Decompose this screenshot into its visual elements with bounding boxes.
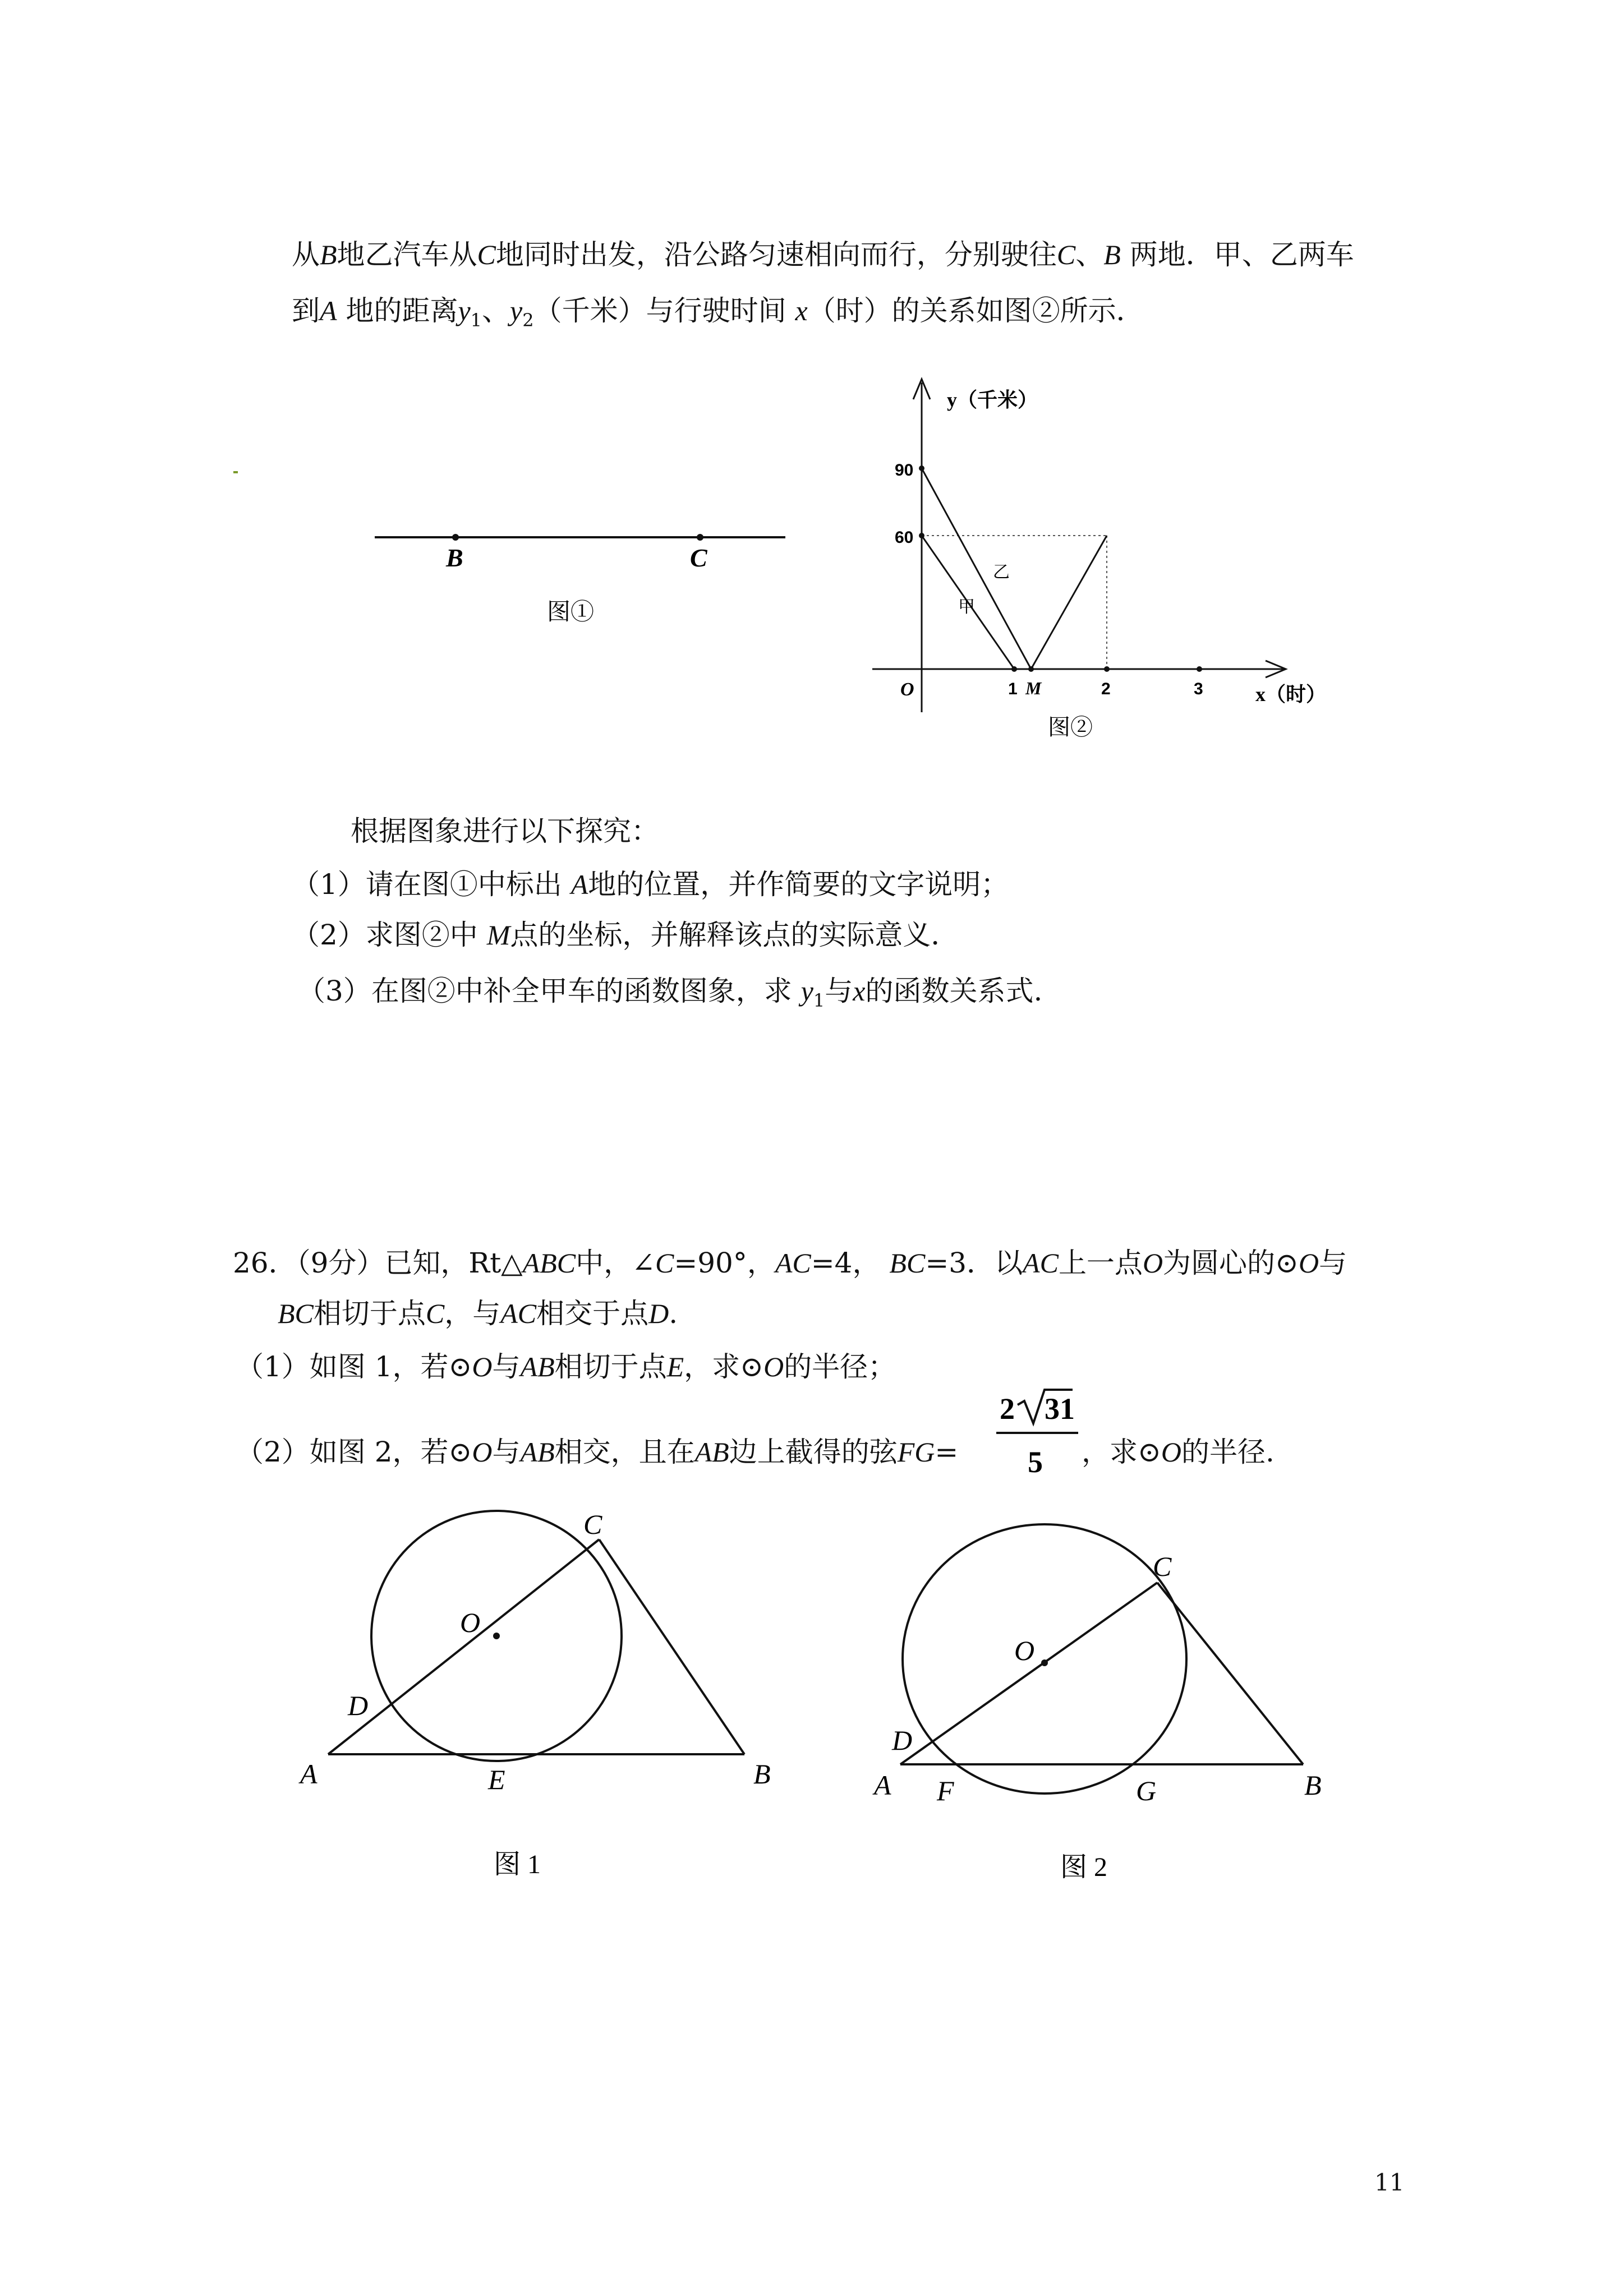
label-b-2: B (1304, 1769, 1322, 1801)
p26-q1: （1）如图 1，若⊙O与AB相切于点E，求⊙O的半径； (236, 1350, 896, 1383)
label-c-2: C (1153, 1551, 1172, 1582)
series-yi-label: 乙 (993, 563, 1010, 582)
label-o: O (460, 1607, 481, 1638)
ytick-90: 90 (895, 461, 914, 480)
label-d-2: D (892, 1725, 913, 1756)
p25-q3: （3）在图②中补全甲车的函数图象，求 $y_1$与x的函数关系式. (297, 975, 1043, 1011)
xtick-3: 3 (1194, 680, 1203, 698)
p25-q2: （2）求图②中 M点的坐标，并解释该点的实际意义． (292, 919, 959, 951)
label-a-2: A (874, 1769, 891, 1801)
p26-line1: 26．（9分）已知，Rt△ABC中，∠C=90°，AC=4， BC=3．以AC上一点O为圆心的⊙O与 (233, 1247, 1347, 1279)
point-b-label: B (446, 543, 463, 572)
fraction-coef: 2 (1000, 1392, 1015, 1426)
figure-1-caption: 图① (547, 600, 595, 625)
x-axis-label: x（时） (1255, 683, 1327, 706)
figure-p26-1-caption: 图 1 (494, 1850, 541, 1879)
xtick-2: 2 (1101, 680, 1111, 698)
p26-line2: BC相切于点C，与AC相交于点D. (278, 1297, 678, 1330)
p25-q1: （1）请在图①中标出 A地的位置，并作简要的文字说明； (292, 868, 1009, 901)
label-d: D (348, 1690, 369, 1721)
label-o-2: O (1014, 1635, 1035, 1666)
fraction-radicand: 31 (1045, 1392, 1075, 1426)
page-number: 11 (1374, 2169, 1405, 2196)
figure-2-caption: 图② (1048, 714, 1093, 740)
figure-p26-2-caption: 图 2 (1060, 1852, 1108, 1882)
label-b: B (753, 1758, 771, 1790)
series-jia-label: 甲 (958, 598, 975, 616)
ytick-60: 60 (895, 528, 914, 547)
point-c-label: C (690, 543, 707, 572)
p25-explore: 根据图象进行以下探究： (351, 815, 659, 847)
fraction-den: 5 (1028, 1445, 1043, 1479)
p25-intro-line1: 从B地乙汽车从C地同时出发，沿公路匀速相向而行，分别驶往C、B 两地．甲、乙两车 (292, 238, 1354, 271)
label-f: F (937, 1775, 954, 1806)
circle-o-2 (903, 1524, 1186, 1794)
p25-intro-line2: 到A 地的距离$y_1$、$y_2$（千米）与行驶时间 x（时）的关系如图②所示． (292, 294, 1144, 331)
p26-q2: （2）如图 2，若⊙O与AB相交，且在AB边上截得的弦FG= (236, 1436, 959, 1468)
origin-label: O (900, 679, 914, 700)
p26-q2-tail: ，求⊙O的半径. (1082, 1436, 1275, 1468)
xtick-1: 1 (1008, 680, 1018, 698)
label-g: G (1136, 1775, 1157, 1806)
label-e: E (488, 1764, 505, 1795)
center-o-dot-2 (1041, 1659, 1048, 1666)
label-c: C (583, 1509, 602, 1540)
segment-ac-2 (900, 1583, 1157, 1764)
label-a: A (300, 1758, 318, 1790)
segment-bc-2 (1157, 1583, 1303, 1764)
xtick-m: M (1025, 678, 1042, 698)
y-axis-label: y（千米） (947, 389, 1038, 411)
